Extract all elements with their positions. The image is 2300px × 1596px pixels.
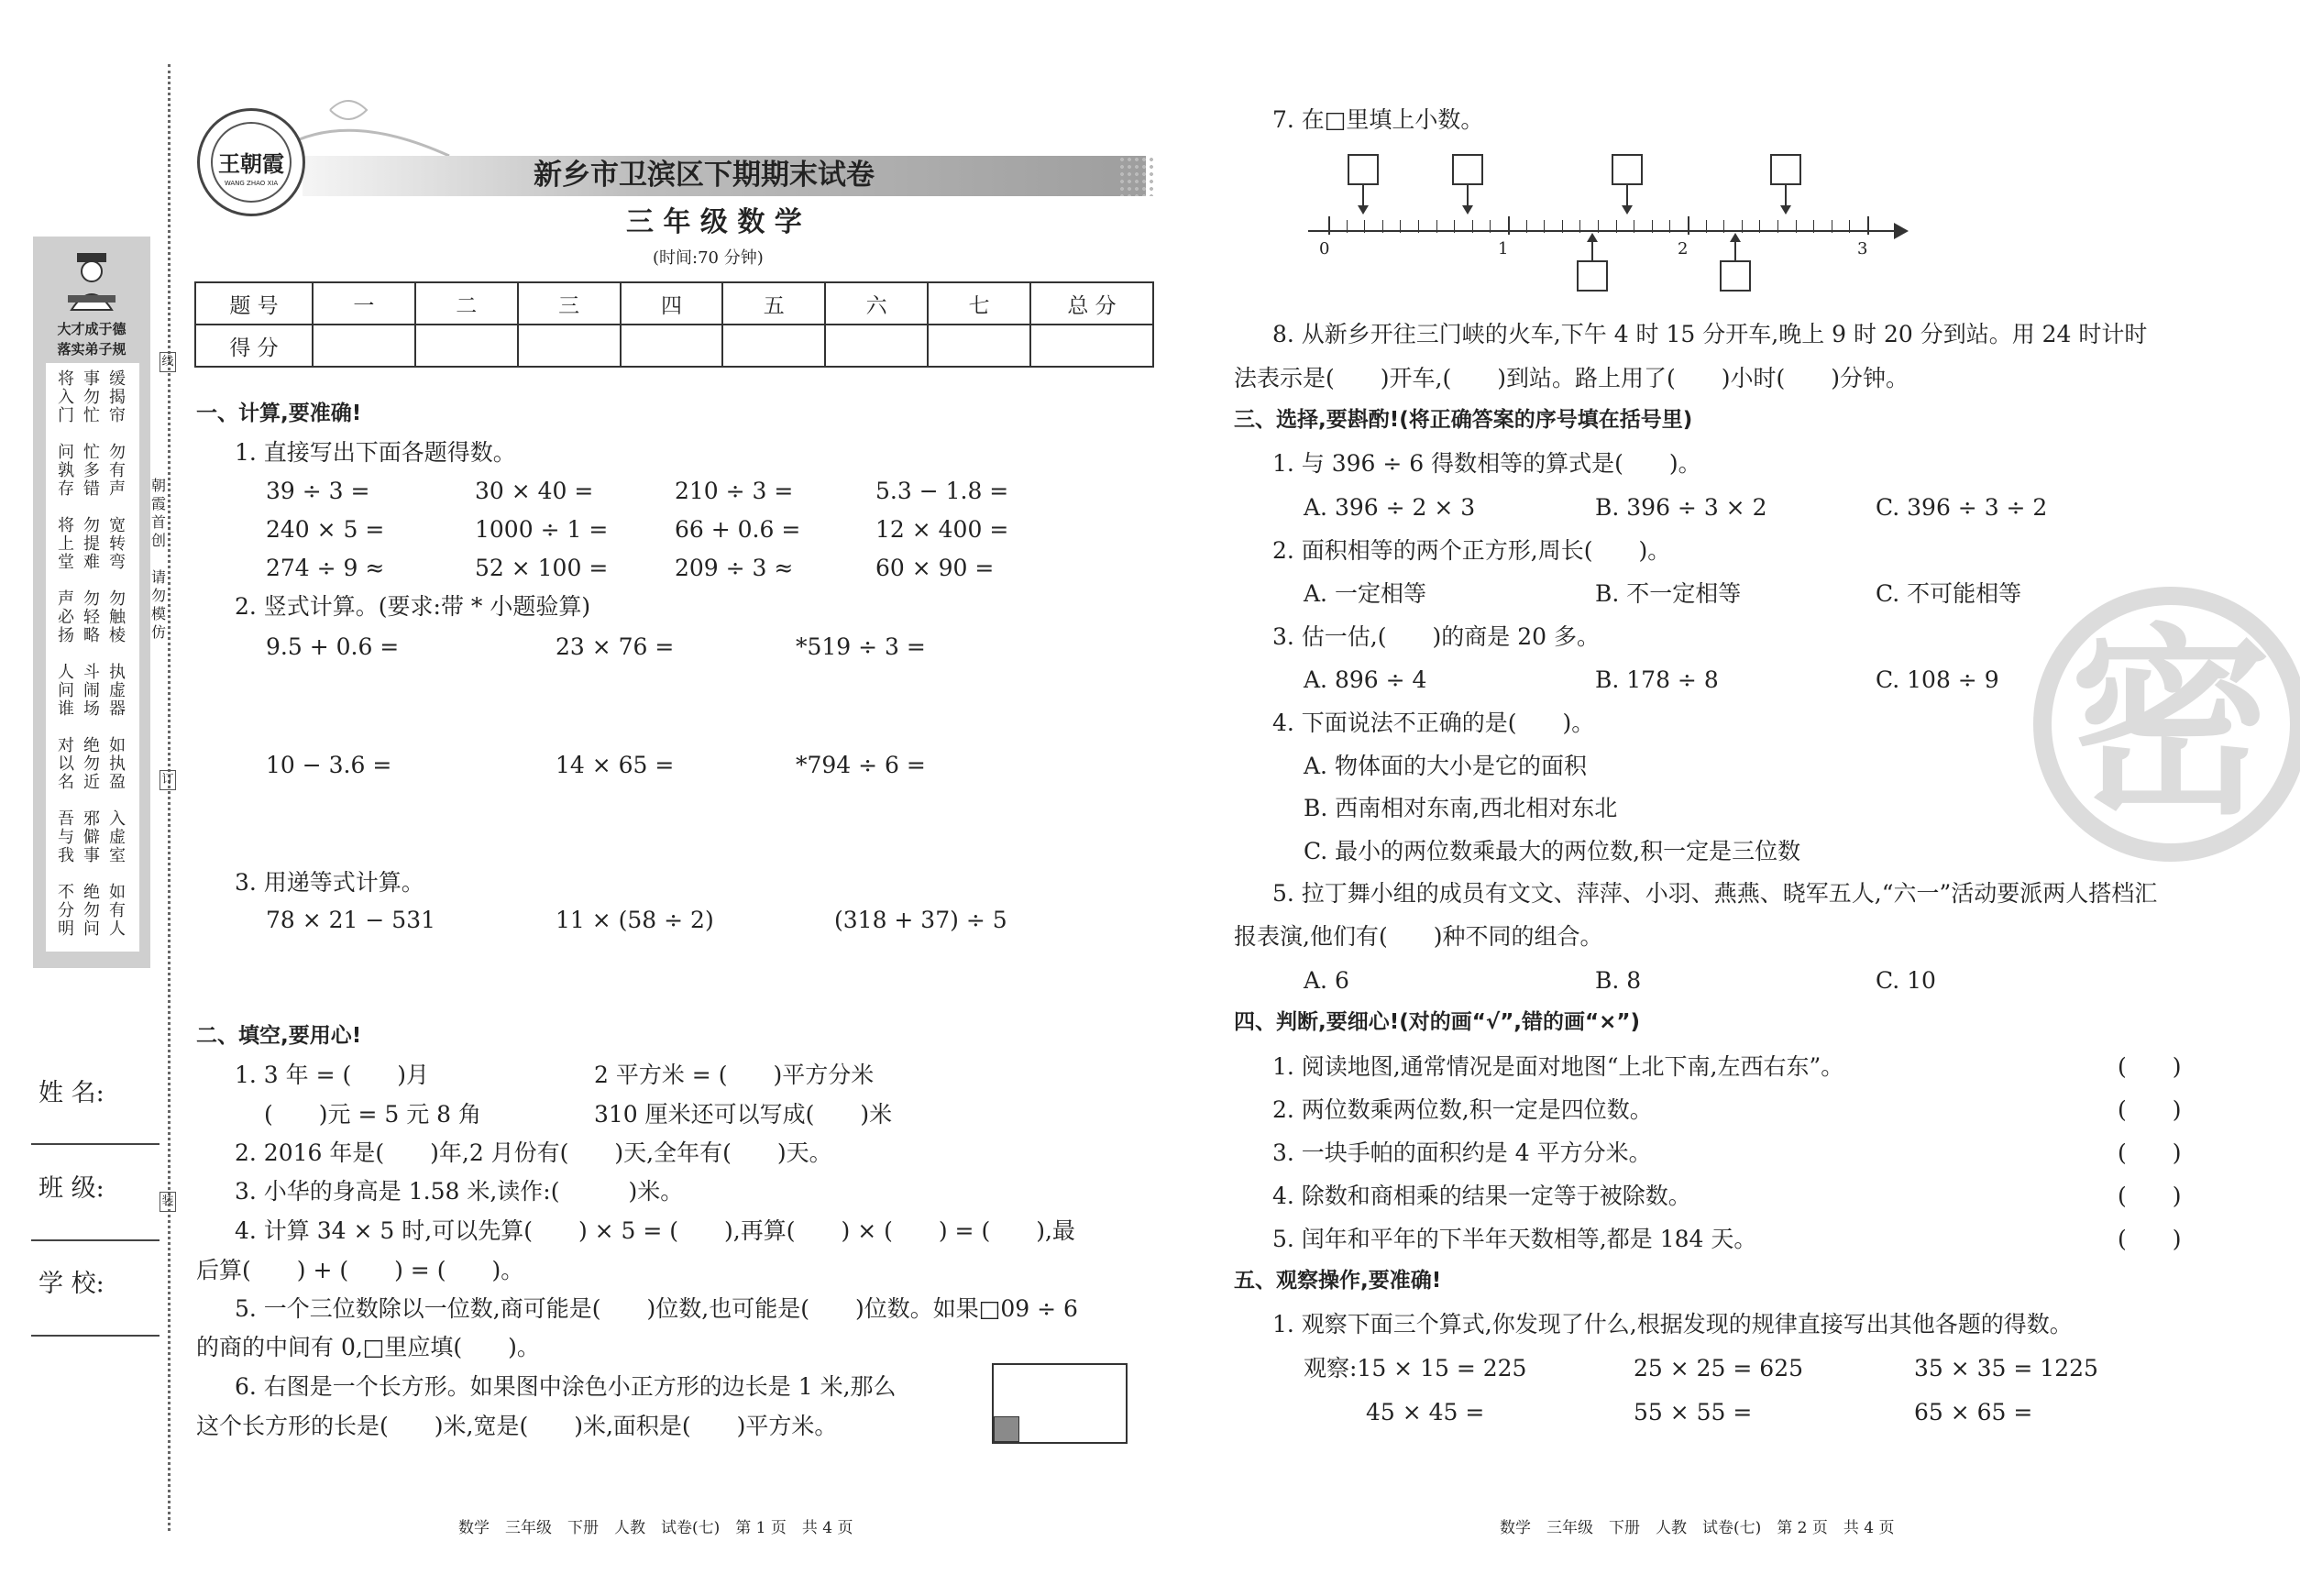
fill-item: 法表示是( )开车,( )到站。路上用了( )小时( )分钟。: [1234, 365, 1909, 391]
calc-item: 30 × 40 =: [475, 478, 594, 504]
arrow-down-icon: [1462, 205, 1473, 215]
choice-question: 1. 与 396 ÷ 6 得数相等的算式是( )。: [1272, 450, 1701, 477]
school-label: 学 校:: [39, 1270, 105, 1298]
fill-item: 8. 从新乡开往三门峡的火车,下午 4 时 15 分开车,晚上 9 时 20 分到站。用 24 时计时: [1272, 321, 2148, 347]
calc-item: 5.3 − 1.8 =: [875, 478, 1009, 504]
calc-item: 39 ÷ 3 =: [266, 478, 370, 504]
arrow-down-icon: [1622, 205, 1633, 215]
choice-question: 报表演,他们有( )种不同的组合。: [1234, 923, 1603, 950]
observe-item: 45 × 45 =: [1366, 1399, 1485, 1425]
calc-item: 52 × 100 =: [475, 555, 609, 581]
judge-answer-blank[interactable]: ( ): [2118, 1226, 2182, 1252]
class-field[interactable]: [31, 1239, 160, 1241]
score-cell[interactable]: [1030, 325, 1153, 367]
score-cell[interactable]: [928, 325, 1030, 367]
calc-item: 66 + 0.6 =: [675, 516, 801, 543]
logo-sub: WANG ZHAO XIA: [224, 180, 279, 187]
motto-column: 入虚室: [109, 809, 126, 865]
nl-tick: [1706, 220, 1707, 233]
motto-column: 勿提难: [83, 516, 100, 572]
choice-option: C. 最小的两位数乘最大的两位数,积一定是三位数: [1304, 838, 1801, 864]
question: 2. 竖式计算。(要求:带 * 小题验算): [235, 593, 591, 620]
fill-item: 6. 右图是一个长方形。如果图中涂色小正方形的边长是 1 米,那么: [235, 1373, 897, 1400]
observe-item: 25 × 25 = 625: [1634, 1355, 1804, 1381]
observe-item: 55 × 55 =: [1634, 1399, 1753, 1425]
fill-item: 1. 3 年 = ( )月: [235, 1062, 429, 1088]
motto-column: 勿有声: [109, 443, 126, 499]
nl-tick: [1508, 216, 1510, 235]
motto-column: 如有人: [109, 883, 126, 939]
name-label: 姓 名:: [39, 1079, 105, 1107]
footer-right: 数学 三年级 下册 人教 试卷(七) 第 2 页 共 4 页: [1500, 1519, 1895, 1537]
motto-column: 缓揭帘: [109, 369, 126, 425]
fill-item: 4. 计算 34 × 5 时,可以先算( ) × 5 = ( ),再算( ) × ( ) = ( ),最: [235, 1217, 1075, 1244]
choice-question: 4. 下面说法不正确的是( )。: [1272, 710, 1595, 736]
nl-tick: [1796, 220, 1797, 233]
vertical-calc: 10 − 3.6 =: [266, 752, 392, 778]
motto-column: 声必扬: [58, 589, 74, 645]
calc-item: 274 ÷ 9 ≈: [266, 555, 385, 581]
motto-column: 宽转弯: [109, 516, 126, 572]
choice-option: A. 6: [1304, 967, 1349, 994]
nl-tick: [1418, 220, 1419, 233]
observe-item: 观察:15 × 15 = 225: [1304, 1355, 1527, 1381]
fill-item: 310 厘米还可以写成( )米: [594, 1101, 893, 1128]
footer-left: 数学 三年级 下册 人教 试卷(七) 第 1 页 共 4 页: [458, 1519, 853, 1537]
fill-item: 的商的中间有 0,□里应填( )。: [196, 1334, 540, 1360]
motto-column: 邪僻事: [83, 809, 100, 865]
fill-item: 2. 2016 年是( )年,2 月份有( )天,全年有( )天。: [235, 1139, 832, 1166]
calc-item: 1000 ÷ 1 =: [475, 516, 609, 543]
observe-item: 35 × 35 = 1225: [1914, 1355, 2098, 1381]
nl-tick: [1652, 220, 1653, 233]
choice-option: A. 一定相等: [1304, 580, 1426, 607]
nl-tick: [1723, 220, 1724, 233]
score-head: 四: [621, 282, 723, 325]
fill-item: 这个长方形的长是( )米,宽是( )米,面积是( )平方米。: [196, 1413, 838, 1439]
motto-column: 勿轻略: [83, 589, 100, 645]
arrow-up-icon: [1730, 233, 1741, 242]
observe-question: 1. 观察下面三个算式,你发现了什么,根据发现的规律直接写出其他各题的得数。: [1272, 1311, 2073, 1337]
fill-item: 3. 小华的身高是 1.58 米,读作:( )米。: [235, 1178, 684, 1205]
observe-item: 65 × 65 =: [1914, 1399, 2033, 1425]
calc-item: 240 × 5 =: [266, 516, 385, 543]
answer-box[interactable]: [1577, 260, 1608, 292]
nl-tick: [1867, 216, 1869, 235]
watermark-text: 密: [2070, 607, 2272, 842]
motto-column: 将上堂: [58, 516, 74, 572]
motto-column: 不分明: [58, 883, 74, 939]
calc-item: 60 × 90 =: [875, 555, 995, 581]
fill-item: 5. 一个三位数除以一位数,商可能是( )位数,也可能是( )位数。如果□09 ÷ 6: [235, 1295, 1078, 1322]
section-3-title: 三、选择,要斟酌!(将正确答案的序号填在括号里): [1234, 408, 1693, 432]
score-head: 五: [722, 282, 825, 325]
score-cell[interactable]: [825, 325, 928, 367]
choice-option: B. 396 ÷ 3 × 2: [1595, 494, 1767, 521]
score-row-label: 得 分: [195, 325, 313, 367]
arrow-down-icon: [1358, 205, 1369, 215]
vertical-calc: 14 × 65 =: [556, 752, 675, 778]
answer-box[interactable]: [1720, 260, 1751, 292]
fill-item: ( )元 = 5 元 8 角: [264, 1101, 481, 1128]
answer-box[interactable]: [1612, 154, 1643, 185]
score-cell[interactable]: [415, 325, 518, 367]
nl-tick: [1328, 216, 1330, 235]
choice-option: A. 物体面的大小是它的面积: [1304, 753, 1587, 779]
binding-dashed-line: [168, 64, 171, 1531]
motto-column: 绝勿问: [83, 883, 100, 939]
score-cell[interactable]: [722, 325, 825, 367]
choice-option: B. 8: [1595, 967, 1642, 994]
judge-item: 2. 两位数乘两位数,积一定是四位数。: [1272, 1096, 1653, 1123]
score-head: 总 分: [1030, 282, 1153, 325]
nl-tick: [1616, 220, 1617, 233]
nl-tick: [1742, 220, 1743, 233]
score-head: 题 号: [195, 282, 313, 325]
nl-tick: [1579, 220, 1580, 233]
score-cell[interactable]: [313, 325, 415, 367]
motto-column: 将入门: [58, 369, 74, 425]
nl-tick: [1669, 220, 1670, 233]
arrow-up-icon: [1587, 233, 1598, 242]
question: 3. 用递等式计算。: [235, 869, 424, 896]
calc-item: 209 ÷ 3 ≈: [675, 555, 794, 581]
section-5-title: 五、观察操作,要准确!: [1234, 1269, 1442, 1293]
calc-item: 12 × 400 =: [875, 516, 1009, 543]
nl-tick: [1688, 216, 1689, 235]
class-label: 班 级:: [39, 1174, 105, 1203]
choice-option: C. 108 ÷ 9: [1876, 666, 1999, 693]
step-calc: 11 × (58 ÷ 2): [556, 907, 714, 933]
page-title: 新乡市卫滨区下期期末试卷: [534, 159, 875, 192]
judge-answer-blank[interactable]: ( ): [2118, 1139, 2182, 1166]
step-calc: (318 + 37) ÷ 5: [834, 907, 1007, 933]
arrow-right-icon: [1894, 223, 1909, 239]
motto-column: 执虚器: [109, 663, 126, 719]
number-line-axis: [1308, 230, 1900, 232]
nl-label: 0: [1319, 239, 1330, 259]
nl-tick: [1472, 220, 1473, 233]
seal-char-3: 装: [160, 1192, 176, 1212]
rectangle-figure: [992, 1363, 1128, 1444]
nl-tick: [1849, 220, 1850, 233]
nl-tick: [1759, 220, 1760, 233]
judge-item: 5. 闰年和平年的下半年天数相等,都是 184 天。: [1272, 1226, 1757, 1252]
answer-box[interactable]: [1452, 154, 1483, 185]
choice-option: A. 396 ÷ 2 × 3: [1304, 494, 1476, 521]
vertical-note-1: 朝霞首创: [150, 477, 166, 549]
fill-item: 7. 在□里填上小数。: [1272, 106, 1484, 133]
judge-item: 1. 阅读地图,通常情况是面对地图“上北下南,左西右东”。: [1272, 1053, 1844, 1080]
score-table: [194, 281, 1154, 368]
score-head: 六: [825, 282, 928, 325]
exam-time: (时间:70 分钟): [653, 248, 764, 268]
vertical-calc: 23 × 76 =: [556, 633, 675, 660]
name-field[interactable]: [31, 1143, 160, 1145]
shaded-square: [994, 1416, 1019, 1442]
score-head: 一: [313, 282, 415, 325]
motto-column: 问孰存: [58, 443, 74, 499]
section-1-title: 一、计算,要准确!: [196, 402, 362, 425]
choice-option: A. 896 ÷ 4: [1304, 666, 1427, 693]
score-head: 三: [518, 282, 621, 325]
logo: [197, 108, 305, 216]
choice-option: B. 西南相对东南,西北相对东北: [1304, 795, 1618, 821]
choice-question: 2. 面积相等的两个正方形,周长( )。: [1272, 537, 1671, 564]
nl-tick: [1400, 220, 1401, 233]
nl-tick: [1490, 220, 1491, 233]
score-cell[interactable]: [518, 325, 621, 367]
step-calc: 78 × 21 − 531: [266, 907, 436, 933]
nl-tick: [1347, 220, 1348, 233]
fill-item: 2 平方米 = ( )平方分米: [594, 1062, 875, 1088]
logo-text: 王朝霞: [218, 150, 284, 177]
judge-item: 4. 除数和商相乘的结果一定等于被除数。: [1272, 1183, 1691, 1209]
motto-column: 吾与我: [58, 809, 74, 865]
answer-box[interactable]: [1348, 154, 1379, 185]
choice-question: 5. 拉丁舞小组的成员有文文、萍萍、小羽、燕燕、晓军五人,“六一”活动要派两人搭档汇: [1272, 880, 2158, 907]
choice-option: C. 10: [1876, 967, 1936, 994]
scholar-figure-icon: [64, 251, 119, 315]
motto-column: 对以名: [58, 736, 74, 792]
section-4-title: 四、判断,要细心!(对的画“√”,错的画“×”): [1234, 1010, 1641, 1034]
answer-box[interactable]: [1770, 154, 1801, 185]
judge-item: 3. 一块手帕的面积约是 4 平方分米。: [1272, 1139, 1652, 1166]
motto-column: 人问谁: [58, 663, 74, 719]
nl-tick: [1526, 220, 1527, 233]
seal-char-2: 订: [160, 770, 176, 790]
motto-column: 忙多错: [83, 443, 100, 499]
judge-answer-blank[interactable]: ( ): [2118, 1183, 2182, 1209]
vertical-calc: *794 ÷ 6 =: [796, 752, 926, 778]
nl-label: 1: [1498, 239, 1509, 259]
slogan-1: 大才成于德: [57, 321, 127, 337]
nl-tick: [1454, 220, 1455, 233]
judge-answer-blank[interactable]: ( ): [2118, 1053, 2182, 1080]
watermark-stamp: [2033, 587, 2300, 862]
motto-column: 如执盈: [109, 736, 126, 792]
slogan-2: 落实弟子规: [57, 341, 127, 358]
motto-column: 斗闹场: [83, 663, 100, 719]
subject-title: 三 年 级 数 学: [626, 206, 802, 238]
nl-label: 3: [1857, 239, 1868, 259]
choice-option: C. 396 ÷ 3 ÷ 2: [1876, 494, 2048, 521]
vertical-note-2: 请勿模仿: [150, 568, 166, 641]
nl-tick: [1364, 220, 1365, 233]
nl-tick: [1777, 220, 1778, 233]
motto-column: 绝勿近: [83, 736, 100, 792]
vertical-calc: *519 ÷ 3 =: [796, 633, 926, 660]
title-dots: [1118, 156, 1155, 196]
nl-tick: [1813, 220, 1814, 233]
vertical-calc: 9.5 + 0.6 =: [266, 633, 400, 660]
choice-option: B. 不一定相等: [1595, 580, 1742, 607]
nl-tick: [1598, 220, 1599, 233]
calc-item: 210 ÷ 3 =: [675, 478, 794, 504]
nl-tick: [1382, 220, 1383, 233]
school-field[interactable]: [31, 1335, 160, 1337]
motto-column: 勿触棱: [109, 589, 126, 645]
score-head: 二: [415, 282, 518, 325]
nl-label: 2: [1678, 239, 1689, 259]
nl-tick: [1436, 220, 1437, 233]
section-2-title: 二、填空,要用心!: [196, 1024, 362, 1048]
nl-tick: [1562, 220, 1563, 233]
score-head: 七: [928, 282, 1030, 325]
motto-box: [46, 363, 139, 952]
fill-item: 后算( ) + ( ) = ( )。: [196, 1257, 524, 1283]
score-cell[interactable]: [621, 325, 723, 367]
nl-tick: [1544, 220, 1545, 233]
judge-answer-blank[interactable]: ( ): [2118, 1096, 2182, 1123]
choice-question: 3. 估一估,( )的商是 20 多。: [1272, 623, 1600, 650]
motto-column: 事勿忙: [83, 369, 100, 425]
question: 1. 直接写出下面各题得数。: [235, 439, 516, 466]
choice-option: B. 178 ÷ 8: [1595, 666, 1719, 693]
arrow-down-icon: [1780, 205, 1791, 215]
seal-char-1: 线: [160, 352, 176, 372]
choice-option: C. 不可能相等: [1876, 580, 2022, 607]
